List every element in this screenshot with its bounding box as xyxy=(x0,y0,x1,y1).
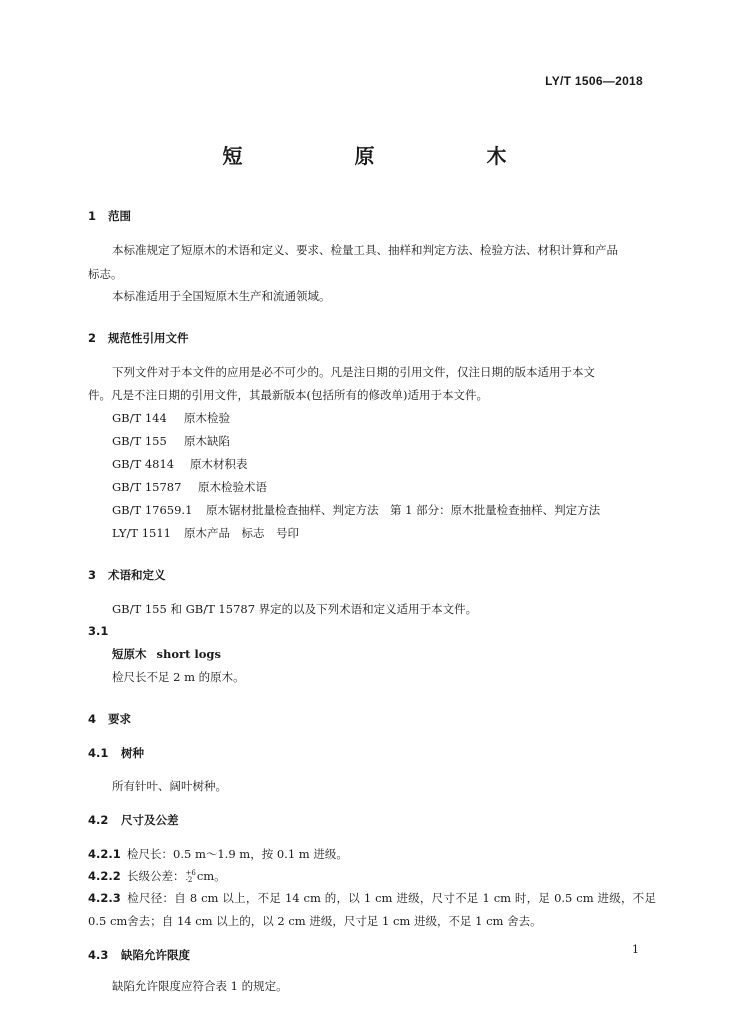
subsection-number: 4.2 xyxy=(88,813,109,827)
subsection-4-3-heading xyxy=(88,947,190,963)
reference-item xyxy=(112,525,299,541)
reference-item xyxy=(112,410,230,426)
tolerance-unit: cm。 xyxy=(196,869,226,883)
reference-name: 原木产品 标志 号印 xyxy=(184,526,299,540)
subsection-title: 尺寸及公差 xyxy=(121,813,179,827)
section-number: 4 xyxy=(88,712,97,726)
clause-4-2-1 xyxy=(88,846,348,862)
term-entry xyxy=(112,646,221,662)
subsection-4-1-heading xyxy=(88,745,144,761)
section-3-heading xyxy=(88,567,166,583)
clause-number: 4.2.2 xyxy=(88,869,121,883)
reference-name: 原木检验术语 xyxy=(198,480,267,494)
subsection-number: 4.3 xyxy=(88,948,109,962)
section-title: 要求 xyxy=(108,712,131,726)
reference-code: GB/T 15787 xyxy=(112,480,182,494)
section-number: 1 xyxy=(88,209,97,223)
defect-limit-text: 缺陷允许限度应符合表 1 的规定。 xyxy=(112,979,288,993)
section-title: 术语和定义 xyxy=(108,568,166,582)
scope-paragraph-2: 本标准适用于全国短原木生产和流通领域。 xyxy=(112,289,331,303)
reference-name: 原木检验 xyxy=(184,411,230,425)
document-title: 短 原 木 xyxy=(222,144,553,168)
term-definition: 检尺长不足 2 m 的原木。 xyxy=(112,670,245,684)
reference-item xyxy=(112,479,267,495)
term-number: 3.1 xyxy=(88,624,109,638)
normative-refs-paragraph-line-2: 件。凡是不注日期的引用文件，其最新版本(包括所有的修改单)适用于本文件。 xyxy=(88,388,488,402)
reference-item xyxy=(112,502,600,518)
tolerance-upper: +6 xyxy=(185,869,196,877)
clause-text: 长级公差： xyxy=(127,869,185,883)
reference-code: GB/T 4814 xyxy=(112,457,175,471)
subsection-number: 4.1 xyxy=(88,746,109,760)
reference-name: 原木锯材批量检查抽样、判定方法 第 1 部分：原木批量检查抽样、判定方法 xyxy=(206,503,601,517)
section-number: 3 xyxy=(88,568,97,582)
subsection-title: 缺陷允许限度 xyxy=(121,948,190,962)
tolerance-lower: -2 xyxy=(185,876,193,884)
terms-paragraph: GB/T 155 和 GB/T 15787 界定的以及下列术语和定义适用于本文件。 xyxy=(112,602,478,616)
section-4-heading xyxy=(88,711,131,727)
section-2-heading xyxy=(88,330,189,346)
clause-text: 检尺长：0.5 m～1.9 m，按 0.1 m 进级。 xyxy=(127,847,348,861)
section-title: 范围 xyxy=(108,209,131,223)
clause-4-2-3 xyxy=(88,890,656,906)
term-english: short logs xyxy=(156,647,221,661)
reference-code: LY/T 1511 xyxy=(112,526,171,540)
reference-name: 原木材积表 xyxy=(190,457,248,471)
clause-number: 4.2.1 xyxy=(88,847,121,861)
reference-code: GB/T 155 xyxy=(112,434,167,448)
section-title: 规范性引用文件 xyxy=(108,331,189,345)
clause-number: 4.2.3 xyxy=(88,891,121,905)
section-1-heading xyxy=(88,208,131,224)
page-number: 1 xyxy=(632,943,639,956)
species-text: 所有针叶、阔叶树种。 xyxy=(112,779,227,793)
clause-4-2-3-line-2: 0.5 cm舍去；自 14 cm 以上的，以 2 cm 进级，尺寸足 1 cm 进级，不足 1 cm 舍去。 xyxy=(88,914,542,928)
reference-code: GB/T 144 xyxy=(112,411,167,425)
reference-item xyxy=(112,433,230,449)
length-tolerance xyxy=(186,870,196,884)
term-chinese: 短原木 xyxy=(112,647,147,661)
normative-refs-paragraph-line-1: 下列文件对于本文件的应用是必不可少的。凡是注日期的引用文件，仅注日期的版本适用于本文 xyxy=(112,365,595,379)
scope-paragraph-line-1: 本标准规定了短原木的术语和定义、要求、检量工具、抽样和判定方法、检验方法、材积计算和产品 xyxy=(112,243,618,257)
reference-code: GB/T 17659.1 xyxy=(112,503,193,517)
subsection-4-2-heading xyxy=(88,812,179,828)
section-number: 2 xyxy=(88,331,97,345)
standard-code: LY/T 1506—2018 xyxy=(545,74,643,88)
reference-name: 原木缺陷 xyxy=(184,434,230,448)
reference-item xyxy=(112,456,248,472)
subsection-title: 树种 xyxy=(121,746,144,760)
clause-4-2-2 xyxy=(88,868,226,884)
scope-paragraph-line-2: 标志。 xyxy=(88,267,123,281)
clause-text-line-1: 检尺径：自 8 cm 以上，不足 14 cm 的，以 1 cm 进级，尺寸不足 1 cm 时，足 0.5 cm 进级，不足 xyxy=(127,891,656,905)
